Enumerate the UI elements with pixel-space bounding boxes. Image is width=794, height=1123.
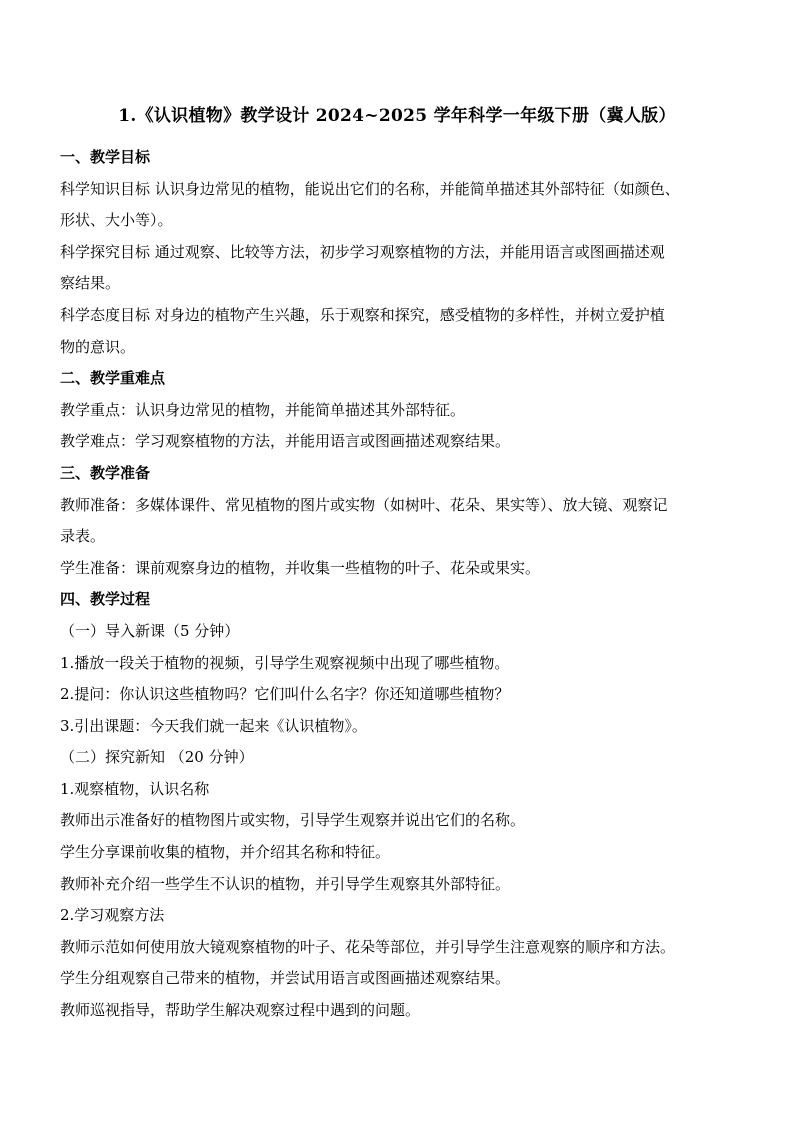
section-heading-process: 四、教学过程 bbox=[60, 590, 151, 609]
paragraph-line: 教师准备：多媒体课件、常见植物的图片或实物（如树叶、花朵、果实等）、放大镜、观察记 bbox=[60, 495, 668, 514]
paragraph-line: 学生分享课前收集的植物，并介绍其名称和特征。 bbox=[60, 843, 391, 862]
list-item: 2.学习观察方法 bbox=[60, 906, 165, 925]
list-item: 3.引出课题：今天我们就一起来《认识植物》。 bbox=[60, 716, 367, 735]
section-heading-preparation: 三、教学准备 bbox=[60, 463, 151, 482]
subsection-heading: （二）探究新知 （20 分钟） bbox=[60, 748, 254, 767]
paragraph-line: 教师出示准备好的植物图片或实物，引导学生观察并说出它们的名称。 bbox=[60, 811, 526, 830]
paragraph-line: 教师示范如何使用放大镜观察植物的叶子、花朵等部位，并引导学生注意观察的顺序和方法。 bbox=[60, 937, 676, 956]
document-body bbox=[60, 142, 740, 1027]
paragraph-line: 科学知识目标 认识身边常见的植物，能说出它们的名称，并能简单描述其外部特征（如颜色、 bbox=[60, 179, 680, 198]
paragraph-line: 科学探究目标 通过观察、比较等方法，初步学习观察植物的方法，并能用语言或图画描述观 bbox=[60, 242, 665, 261]
section-heading-objectives: 一、教学目标 bbox=[60, 148, 151, 166]
paragraph-line: 学生分组观察自己带来的植物，并尝试用语言或图画描述观察结果。 bbox=[60, 969, 511, 988]
list-item: 1.观察植物，认识名称 bbox=[60, 779, 210, 798]
paragraph-line: 教师补充介绍一些学生不认识的植物，并引导学生观察其外部特征。 bbox=[60, 874, 511, 893]
paragraph-line: 教师巡视指导，帮助学生解决观察过程中遇到的问题。 bbox=[60, 1001, 421, 1020]
section-heading-key-points: 二、教学重难点 bbox=[60, 369, 166, 388]
paragraph-line: 教学难点：学习观察植物的方法，并能用语言或图画描述观察结果。 bbox=[60, 432, 511, 451]
document-title: 1.《认识植物》教学设计 2024~2025 学年科学一年级下册（冀人版） bbox=[118, 106, 676, 126]
paragraph-line: 教学重点：认识身边常见的植物，并能简单描述其外部特征。 bbox=[60, 400, 466, 419]
paragraph-line: 察结果。 bbox=[60, 274, 121, 293]
subsection-heading: （一）导入新课（5 分钟） bbox=[60, 621, 240, 640]
list-item: 2.提问：你认识这些植物吗？它们叫什么名字？你还知道哪些植物？ bbox=[60, 685, 510, 704]
list-item: 1.播放一段关于植物的视频，引导学生观察视频中出现了哪些植物。 bbox=[60, 653, 510, 672]
paragraph-line: 形状、大小等）。 bbox=[60, 211, 173, 230]
paragraph-line: 科学态度目标 对身边的植物产生兴趣，乐于观察和探究，感受植物的多样性，并树立爱护植 bbox=[60, 305, 665, 324]
paragraph-line: 录表。 bbox=[60, 527, 106, 546]
paragraph-line: 学生准备：课前观察身边的植物，并收集一些植物的叶子、花朵或果实。 bbox=[60, 558, 541, 577]
paragraph-line: 物的意识。 bbox=[60, 337, 136, 356]
